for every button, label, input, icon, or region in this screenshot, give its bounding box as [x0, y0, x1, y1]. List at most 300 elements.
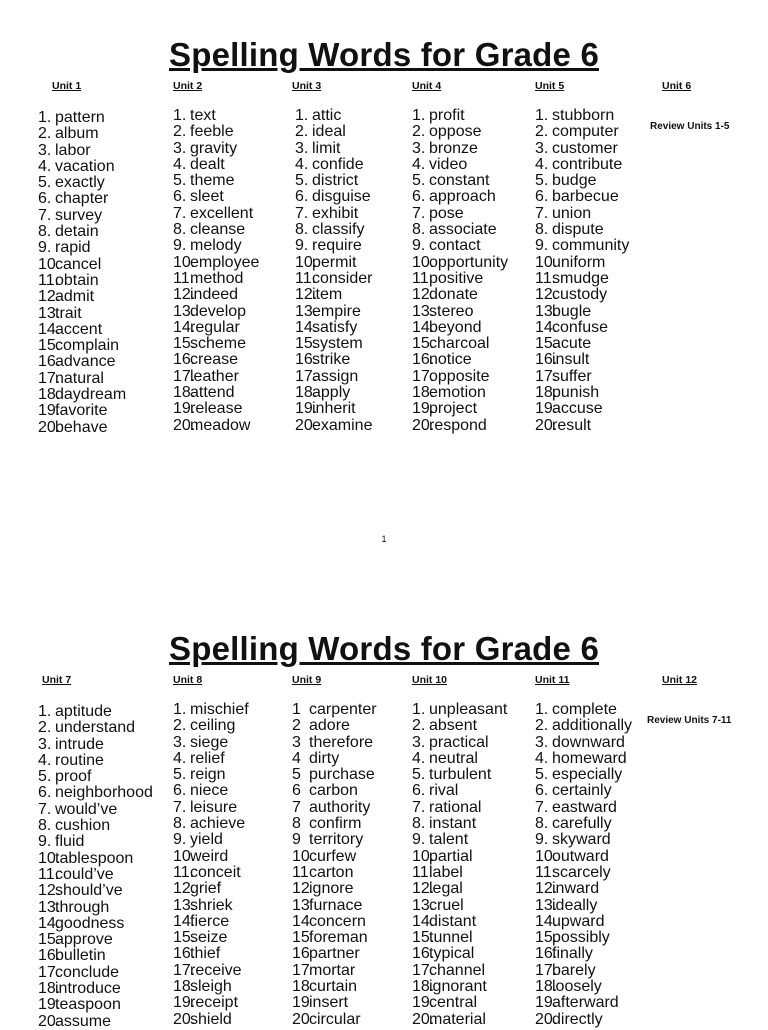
list-item	[38, 802, 168, 818]
spelling-word: rapid	[55, 239, 91, 257]
spelling-word: partner	[309, 945, 360, 963]
list-item	[535, 995, 665, 1011]
spelling-word: ideal	[312, 123, 346, 141]
list-item	[292, 718, 422, 734]
list-item	[292, 849, 422, 865]
list-item	[535, 352, 665, 368]
word-number: 3.	[38, 735, 52, 753]
list-item	[173, 816, 303, 832]
list-item	[173, 141, 303, 157]
list-item	[535, 304, 665, 320]
word-number: 10.	[38, 849, 61, 867]
word-number: 2.	[173, 717, 187, 735]
word-number: 10	[292, 847, 310, 865]
list-item	[535, 206, 665, 222]
spelling-word: upward	[552, 912, 605, 930]
word-list	[38, 704, 168, 1030]
spelling-word: uniform	[552, 253, 606, 271]
list-item	[173, 385, 303, 401]
list-item	[38, 753, 168, 769]
list-item	[535, 702, 665, 718]
spelling-word: opportunity	[429, 253, 509, 271]
list-item	[535, 271, 665, 287]
list-item	[412, 979, 542, 995]
word-number: 15.	[412, 335, 435, 353]
word-number: 1.	[38, 703, 52, 720]
spelling-word: introduce	[55, 980, 121, 998]
spelling-word: afterward	[552, 994, 619, 1012]
word-number: 18.	[173, 978, 196, 996]
word-number: 18.	[173, 384, 196, 402]
word-number: 11.	[295, 269, 317, 287]
spelling-word: carefully	[552, 815, 612, 833]
unit-column	[42, 673, 71, 687]
word-number: 20.	[173, 1010, 196, 1028]
list-item	[295, 238, 425, 254]
word-number: 10.	[412, 847, 435, 865]
list-item	[535, 222, 665, 238]
word-number: 13.	[38, 304, 61, 322]
word-number: 15.	[535, 929, 558, 947]
spelling-word: budge	[552, 172, 597, 190]
word-list	[412, 108, 542, 434]
word-number: 20.	[173, 416, 196, 434]
word-number: 6.	[38, 190, 52, 208]
list-item	[173, 336, 303, 352]
spelling-word: carbon	[309, 782, 358, 800]
list-item	[295, 352, 425, 368]
list-item	[535, 800, 665, 816]
spelling-word: instant	[429, 815, 477, 833]
unit-column	[535, 79, 564, 93]
word-number: 7.	[38, 206, 52, 224]
word-number: 10.	[38, 255, 61, 273]
spelling-word: exhibit	[312, 204, 359, 222]
list-item	[295, 222, 425, 238]
spelling-word: survey	[55, 206, 103, 224]
word-number: 10.	[173, 253, 196, 271]
spelling-word: district	[312, 172, 359, 190]
word-number: 11.	[38, 271, 60, 289]
word-list	[38, 110, 168, 436]
word-number: 2.	[295, 123, 309, 141]
spelling-word: carpenter	[309, 701, 377, 718]
list-item	[295, 173, 425, 189]
spelling-word: regular	[190, 318, 240, 336]
word-number: 1.	[535, 107, 549, 124]
word-list	[295, 108, 425, 434]
word-number: 13.	[412, 302, 435, 320]
word-number: 16.	[173, 351, 196, 369]
list-item	[535, 1012, 665, 1028]
list-item	[295, 304, 425, 320]
list-item	[412, 718, 542, 734]
word-number: 2	[292, 717, 301, 735]
list-item	[38, 769, 168, 785]
list-item	[173, 898, 303, 914]
spelling-word: require	[312, 237, 362, 255]
word-number: 8.	[412, 815, 426, 833]
spelling-word: understand	[55, 719, 136, 737]
list-item	[173, 222, 303, 238]
list-item	[535, 173, 665, 189]
list-item	[412, 1012, 542, 1028]
spelling-word: weird	[190, 847, 229, 865]
spelling-word: notice	[429, 351, 472, 369]
word-list	[292, 702, 422, 1028]
word-number: 17.	[412, 961, 435, 979]
word-number: 11.	[535, 863, 557, 881]
spelling-word: conclude	[55, 963, 120, 981]
spelling-word: confirm	[309, 815, 362, 833]
unit-heading: Unit 1	[52, 80, 82, 92]
list-item	[412, 108, 542, 124]
spelling-word: excellent	[190, 204, 254, 222]
spelling-word: ignorant	[429, 978, 487, 996]
word-number: 16.	[173, 945, 196, 963]
spelling-word: seize	[190, 929, 228, 947]
spelling-word: cleanse	[190, 221, 246, 239]
spelling-word: carton	[309, 863, 354, 881]
list-item	[535, 816, 665, 832]
list-item	[38, 916, 168, 932]
list-item	[38, 900, 168, 916]
list-item	[38, 785, 168, 801]
spelling-word: aptitude	[55, 703, 112, 720]
spelling-word: insert	[309, 994, 349, 1012]
spelling-word: result	[552, 416, 592, 434]
spelling-word: bulletin	[55, 947, 106, 965]
list-item	[535, 914, 665, 930]
list-item	[412, 206, 542, 222]
word-number: 13.	[173, 896, 196, 914]
spelling-word: strike	[312, 351, 351, 369]
spelling-word: partial	[429, 847, 473, 865]
list-item	[412, 255, 542, 271]
spelling-word: pose	[429, 204, 464, 222]
list-item	[173, 832, 303, 848]
spelling-word: accuse	[552, 400, 603, 418]
spelling-word: scheme	[190, 335, 247, 353]
list-item	[412, 735, 542, 751]
word-number: 11.	[535, 269, 557, 287]
word-number: 9.	[295, 237, 309, 255]
list-item	[38, 818, 168, 834]
spelling-word: downward	[552, 733, 625, 751]
word-number: 18.	[412, 978, 435, 996]
word-number: 16.	[535, 351, 558, 369]
word-number: 18.	[412, 384, 435, 402]
word-number: 16.	[295, 351, 318, 369]
list-item	[535, 320, 665, 336]
word-number: 6.	[173, 188, 187, 206]
word-number: 5.	[412, 766, 426, 784]
spelling-word: beyond	[429, 318, 482, 336]
word-number: 16.	[38, 353, 61, 371]
word-number: 5.	[535, 766, 549, 784]
word-number: 2.	[412, 717, 426, 735]
spelling-word: feeble	[190, 123, 234, 141]
list-item	[412, 914, 542, 930]
spelling-word: through	[55, 898, 110, 916]
word-number: 19.	[295, 400, 318, 418]
list-item	[535, 238, 665, 254]
list-item	[38, 371, 168, 387]
spelling-word: exactly	[55, 174, 105, 192]
spelling-word: attend	[190, 384, 235, 402]
list-item	[173, 946, 303, 962]
spelling-word: dispute	[552, 221, 604, 239]
list-item	[295, 255, 425, 271]
list-item	[535, 946, 665, 962]
word-number: 20.	[295, 416, 318, 434]
list-item	[295, 320, 425, 336]
list-item	[38, 387, 168, 403]
spelling-word: disguise	[312, 188, 371, 206]
spelling-word: barely	[552, 961, 596, 979]
spelling-word: dirty	[309, 749, 340, 767]
spelling-word: cruel	[429, 896, 464, 914]
spelling-word: apply	[312, 384, 351, 402]
spelling-word: permit	[312, 253, 357, 271]
spelling-word: bronze	[429, 139, 478, 157]
word-number: 20.	[535, 416, 558, 434]
spelling-word: labor	[55, 141, 91, 159]
spelling-word: authority	[309, 798, 371, 816]
spelling-word: material	[429, 1010, 486, 1028]
list-item	[535, 336, 665, 352]
spelling-word: territory	[309, 831, 364, 849]
list-item	[292, 1012, 422, 1028]
word-number: 12.	[173, 286, 196, 304]
word-number: 15.	[412, 929, 435, 947]
word-number: 9.	[173, 831, 187, 849]
word-number: 16.	[412, 945, 435, 963]
word-number: 18.	[38, 386, 61, 404]
spelling-word: stubborn	[552, 107, 615, 124]
spelling-word: opposite	[429, 367, 490, 385]
list-item	[412, 369, 542, 385]
word-number: 18.	[535, 384, 558, 402]
word-number: 12.	[38, 288, 61, 306]
spelling-word: proof	[55, 768, 92, 786]
spelling-word: insult	[552, 351, 590, 369]
list-item	[38, 257, 168, 273]
unit-heading: Unit 5	[535, 80, 565, 92]
spelling-word: stereo	[429, 302, 474, 320]
list-item	[38, 834, 168, 850]
spelling-word: charcoal	[429, 335, 490, 353]
spelling-word: ideally	[552, 896, 598, 914]
unit-heading: Unit 9	[292, 674, 322, 686]
word-number: 4	[292, 749, 301, 767]
word-number: 4.	[535, 155, 549, 173]
list-item	[295, 401, 425, 417]
word-number: 1.	[173, 107, 187, 124]
spelling-word: receive	[190, 961, 242, 979]
list-item	[412, 995, 542, 1011]
spelling-word: eastward	[552, 798, 617, 816]
spelling-word: label	[429, 863, 463, 881]
spelling-word: constant	[429, 172, 490, 190]
spelling-word: goodness	[55, 914, 125, 932]
list-item	[412, 783, 542, 799]
list-item	[38, 1014, 168, 1030]
list-item	[412, 418, 542, 434]
spelling-word: confide	[312, 155, 364, 173]
unit-column	[173, 79, 202, 93]
list-item	[38, 981, 168, 997]
word-number: 13	[292, 896, 310, 914]
spelling-word: assign	[312, 367, 359, 385]
word-number: 7.	[38, 800, 52, 818]
word-number: 1.	[412, 107, 426, 124]
spelling-word: smudge	[552, 269, 609, 287]
word-number: 11.	[173, 269, 195, 287]
spelling-word: neutral	[429, 749, 478, 767]
list-item	[295, 206, 425, 222]
word-number: 16.	[412, 351, 435, 369]
spelling-word: pattern	[55, 109, 105, 126]
spelling-word: rational	[429, 798, 482, 816]
spelling-word: skyward	[552, 831, 611, 849]
spelling-word: fluid	[55, 833, 85, 851]
spelling-word: daydream	[55, 386, 127, 404]
spelling-word: chapter	[55, 190, 109, 208]
word-number: 3	[292, 733, 301, 751]
spelling-word: union	[552, 204, 592, 222]
word-number: 5.	[173, 766, 187, 784]
list-item	[38, 704, 168, 720]
list-item	[38, 126, 168, 142]
spelling-word: shriek	[190, 896, 233, 914]
word-number: 7.	[173, 204, 187, 222]
spelling-word: advance	[55, 353, 116, 371]
spelling-word: bugle	[552, 302, 592, 320]
spelling-word: central	[429, 994, 478, 1012]
spelling-word: intrude	[55, 735, 104, 753]
word-number: 11.	[38, 865, 60, 883]
spelling-word: computer	[552, 123, 619, 141]
word-number: 7.	[295, 204, 309, 222]
list-item	[412, 304, 542, 320]
word-number: 12.	[412, 880, 435, 898]
list-item	[292, 832, 422, 848]
word-number: 2.	[535, 717, 549, 735]
word-number: 4.	[412, 155, 426, 173]
spelling-word: receipt	[190, 994, 239, 1012]
list-item	[38, 159, 168, 175]
spelling-word: fierce	[190, 912, 230, 930]
list-item	[412, 881, 542, 897]
list-item	[412, 287, 542, 303]
spelling-word: leather	[190, 367, 239, 385]
spelling-word: outward	[552, 847, 609, 865]
list-item	[295, 157, 425, 173]
list-item	[292, 767, 422, 783]
list-item	[412, 320, 542, 336]
word-number: 3.	[412, 139, 426, 157]
word-number: 9.	[412, 831, 426, 849]
word-number: 8.	[535, 815, 549, 833]
word-number: 19.	[412, 400, 435, 418]
spelling-word: cancel	[55, 255, 102, 273]
word-number: 1.	[38, 109, 52, 126]
spelling-word: acute	[552, 335, 592, 353]
list-item	[535, 418, 665, 434]
spelling-word: purchase	[309, 766, 375, 784]
word-number: 18	[292, 978, 310, 996]
word-number: 3.	[173, 733, 187, 751]
list-item	[535, 385, 665, 401]
word-number: 1.	[535, 701, 549, 718]
spelling-word: customer	[552, 139, 618, 157]
spelling-word: assume	[55, 1012, 112, 1030]
spelling-word: respond	[429, 416, 487, 434]
list-item	[535, 108, 665, 124]
list-item	[38, 403, 168, 419]
word-number: 8.	[173, 221, 187, 239]
spelling-word: crease	[190, 351, 239, 369]
list-item	[535, 369, 665, 385]
word-number: 15.	[173, 929, 196, 947]
list-item	[292, 930, 422, 946]
word-list	[535, 108, 665, 434]
list-item	[295, 418, 425, 434]
word-number: 11.	[412, 863, 434, 881]
spelling-word: shield	[190, 1010, 232, 1028]
list-item	[173, 157, 303, 173]
word-number: 5.	[38, 768, 52, 786]
spelling-word: practical	[429, 733, 489, 751]
spelling-word: project	[429, 400, 478, 418]
word-number: 17.	[412, 367, 435, 385]
spelling-word: leisure	[190, 798, 238, 816]
spelling-word: empire	[312, 302, 361, 320]
spelling-word: channel	[429, 961, 486, 979]
word-number: 1	[292, 701, 301, 718]
word-number: 2.	[412, 123, 426, 141]
unit-column	[173, 673, 202, 687]
spelling-word: foreman	[309, 929, 368, 947]
word-number: 3.	[295, 139, 309, 157]
spelling-word: consider	[312, 269, 373, 287]
list-item	[412, 141, 542, 157]
word-number: 17.	[173, 367, 196, 385]
word-number: 20	[292, 1010, 310, 1028]
word-number: 18.	[295, 384, 318, 402]
spelling-word: teaspoon	[55, 996, 121, 1014]
word-number: 2.	[38, 125, 52, 143]
review-unit-column	[662, 673, 697, 687]
word-number: 6.	[535, 782, 549, 800]
spelling-word: release	[190, 400, 243, 418]
spelling-word: favorite	[55, 402, 108, 420]
word-number: 10.	[173, 847, 196, 865]
list-item	[173, 751, 303, 767]
list-item	[412, 336, 542, 352]
list-item	[535, 751, 665, 767]
word-number: 6.	[412, 782, 426, 800]
spelling-word: method	[190, 269, 244, 287]
list-item	[292, 702, 422, 718]
unit-heading: Unit 6	[662, 80, 692, 92]
spelling-word: obtain	[55, 271, 99, 289]
list-item	[412, 849, 542, 865]
word-number: 14.	[535, 318, 558, 336]
word-number: 5.	[173, 172, 187, 190]
spelling-word: community	[552, 237, 630, 255]
